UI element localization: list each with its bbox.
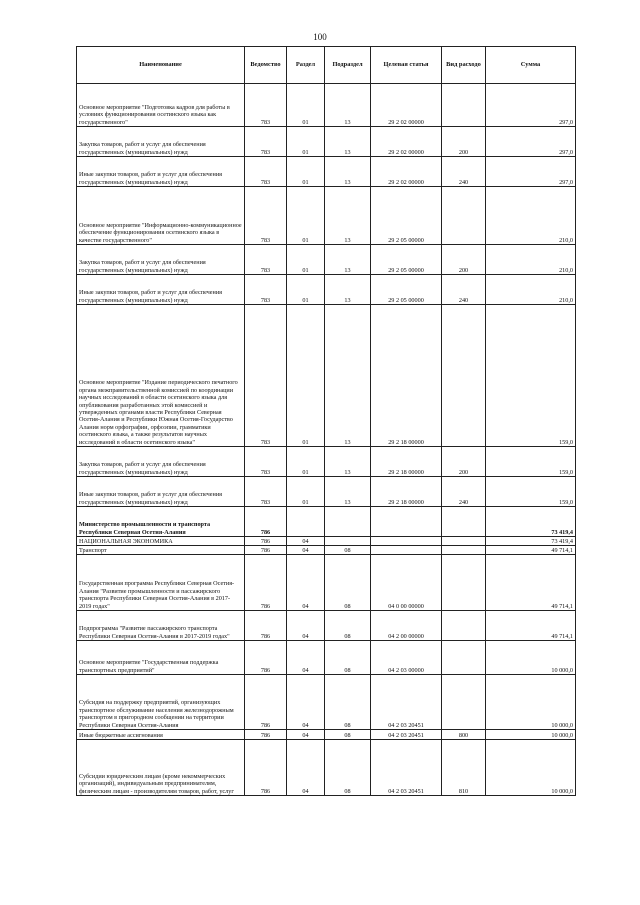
cell-target: 04 2 03 00000 <box>371 641 442 675</box>
cell-section: 01 <box>287 157 325 187</box>
cell-department: 783 <box>245 245 287 275</box>
cell-subsection: 13 <box>325 84 371 127</box>
cell-expense-type: 800 <box>442 730 486 740</box>
page-number: 100 <box>313 32 327 42</box>
cell-target: 04 2 03 20451 <box>371 740 442 796</box>
cell-subsection: 13 <box>325 447 371 477</box>
header-amount: Сумма <box>486 47 576 84</box>
header-name: Наименование <box>77 47 245 84</box>
cell-department: 786 <box>245 537 287 546</box>
cell-target: 29 2 02 00000 <box>371 84 442 127</box>
cell-target: 29 2 18 00000 <box>371 477 442 507</box>
table-row <box>77 127 576 157</box>
cell-section <box>287 507 325 537</box>
cell-amount: 73 419,4 <box>486 537 576 546</box>
cell-expense-type: 200 <box>442 245 486 275</box>
cell-target: 29 2 05 00000 <box>371 187 442 245</box>
cell-subsection: 13 <box>325 157 371 187</box>
table-row <box>77 507 576 537</box>
cell-subsection <box>325 507 371 537</box>
header-target: Целевая статья <box>371 47 442 84</box>
cell-subsection: 13 <box>325 127 371 157</box>
cell-expense-type <box>442 555 486 611</box>
cell-amount: 10 000,0 <box>486 675 576 730</box>
cell-department: 786 <box>245 546 287 555</box>
table-row <box>77 555 576 611</box>
cell-expense-type: 200 <box>442 447 486 477</box>
cell-expense-type <box>442 187 486 245</box>
cell-target: 04 2 00 00000 <box>371 611 442 641</box>
cell-name: Основное мероприятие "Издание периодического печатного органа межправительственной комиссией по координации научных исследований в области осетинского языка для опубликования разработанных этой комиссией и утвержденных органами власти Республики Северная Осетия-Алания и Республики Южная Осетия-Государство Алания норм орфографии, орфоэпии, грамматики осетинского языка, а также результатов научных исследований в области осетинского языка" <box>77 305 245 447</box>
cell-department: 783 <box>245 84 287 127</box>
cell-name: Государственная программа Республики Северная Осетия-Алания "Развитие промышленности и пассажирского транспорта Республики Северная Осетия-Алания в 2017-2019 годах" <box>77 555 245 611</box>
cell-subsection <box>325 537 371 546</box>
cell-section: 04 <box>287 675 325 730</box>
table-row <box>77 730 576 740</box>
table-row <box>77 546 576 555</box>
cell-section: 01 <box>287 127 325 157</box>
cell-section: 04 <box>287 641 325 675</box>
cell-department: 786 <box>245 740 287 796</box>
cell-expense-type: 240 <box>442 477 486 507</box>
cell-target: 29 2 05 00000 <box>371 245 442 275</box>
cell-amount: 159,0 <box>486 305 576 447</box>
table-row <box>77 537 576 546</box>
cell-amount: 297,0 <box>486 157 576 187</box>
cell-department: 786 <box>245 611 287 641</box>
cell-subsection: 13 <box>325 305 371 447</box>
cell-amount: 49 714,1 <box>486 546 576 555</box>
cell-amount: 10 000,0 <box>486 740 576 796</box>
cell-expense-type <box>442 537 486 546</box>
cell-name: Основное мероприятие "Государственная поддержка транспортных предприятий" <box>77 641 245 675</box>
table-row <box>77 477 576 507</box>
cell-expense-type <box>442 305 486 447</box>
cell-department: 786 <box>245 730 287 740</box>
cell-expense-type: 200 <box>442 127 486 157</box>
header-expense-type: Вид расходо <box>442 47 486 84</box>
cell-section: 04 <box>287 546 325 555</box>
cell-department: 783 <box>245 447 287 477</box>
cell-subsection: 08 <box>325 555 371 611</box>
cell-subsection: 13 <box>325 187 371 245</box>
table-header-row <box>77 47 576 84</box>
cell-expense-type: 240 <box>442 157 486 187</box>
cell-department: 783 <box>245 477 287 507</box>
cell-section: 04 <box>287 611 325 641</box>
cell-subsection: 08 <box>325 730 371 740</box>
cell-department: 783 <box>245 187 287 245</box>
cell-expense-type: 810 <box>442 740 486 796</box>
cell-amount: 10 000,0 <box>486 730 576 740</box>
cell-target: 29 2 18 00000 <box>371 447 442 477</box>
cell-target: 29 2 02 00000 <box>371 127 442 157</box>
table-row <box>77 675 576 730</box>
table-row <box>77 611 576 641</box>
cell-subsection: 13 <box>325 275 371 305</box>
cell-subsection: 13 <box>325 477 371 507</box>
cell-subsection: 08 <box>325 675 371 730</box>
cell-section: 04 <box>287 730 325 740</box>
cell-target: 04 0 00 00000 <box>371 555 442 611</box>
budget-table <box>76 46 576 796</box>
cell-name: Закупка товаров, работ и услуг для обеспечения государственных (муниципальных) нужд <box>77 127 245 157</box>
cell-name: Транспорт <box>77 546 245 555</box>
cell-section: 01 <box>287 477 325 507</box>
header-section: Раздел <box>287 47 325 84</box>
cell-amount: 297,0 <box>486 84 576 127</box>
cell-section: 01 <box>287 275 325 305</box>
cell-name: Министерство промышленности и транспорта Республики Северная Осетия-Алания <box>77 507 245 537</box>
cell-amount: 159,0 <box>486 447 576 477</box>
cell-amount: 210,0 <box>486 275 576 305</box>
cell-subsection: 08 <box>325 740 371 796</box>
cell-amount: 10 000,0 <box>486 641 576 675</box>
cell-name: Субсидии юридическим лицам (кроме некоммерческих организаций), индивидуальным предпринимателям, физическим лицам - производителям товаров, работ, услуг <box>77 740 245 796</box>
cell-section: 01 <box>287 447 325 477</box>
cell-expense-type <box>442 507 486 537</box>
cell-amount: 210,0 <box>486 245 576 275</box>
table-row <box>77 157 576 187</box>
cell-name: Основное мероприятие "Информационно-коммуникационное обеспечение функционирования осетинского языка в качестве государственного" <box>77 187 245 245</box>
cell-name: Иные закупки товаров, работ и услуг для обеспечения государственных (муниципальных) нужд <box>77 477 245 507</box>
table-row <box>77 275 576 305</box>
cell-name: Субсидия на поддержку предприятий, организующих транспортное обслуживание населения железнодорожным транспортом в пригородном сообщении на территории Республики Северная Осетия-Алания <box>77 675 245 730</box>
cell-amount: 210,0 <box>486 187 576 245</box>
cell-target: 04 2 03 20451 <box>371 675 442 730</box>
cell-amount: 49 714,1 <box>486 555 576 611</box>
cell-expense-type <box>442 641 486 675</box>
cell-target: 29 2 02 00000 <box>371 157 442 187</box>
cell-name: Основное мероприятие "Подготовка кадров для работы в условиях функционирования осетинского языка как государственного" <box>77 84 245 127</box>
cell-department: 786 <box>245 555 287 611</box>
cell-target <box>371 537 442 546</box>
cell-name: Закупка товаров, работ и услуг для обеспечения государственных (муниципальных) нужд <box>77 245 245 275</box>
cell-section: 01 <box>287 245 325 275</box>
cell-department: 783 <box>245 275 287 305</box>
cell-subsection: 08 <box>325 611 371 641</box>
table-row <box>77 305 576 447</box>
cell-department: 786 <box>245 675 287 730</box>
cell-target: 29 2 05 00000 <box>371 275 442 305</box>
cell-name: Закупка товаров, работ и услуг для обеспечения государственных (муниципальных) нужд <box>77 447 245 477</box>
cell-department: 786 <box>245 507 287 537</box>
table-row <box>77 740 576 796</box>
cell-section: 04 <box>287 537 325 546</box>
cell-subsection: 08 <box>325 546 371 555</box>
cell-section: 01 <box>287 305 325 447</box>
cell-name: Иные бюджетные ассигнования <box>77 730 245 740</box>
cell-target: 29 2 18 00000 <box>371 305 442 447</box>
cell-target <box>371 507 442 537</box>
cell-department: 786 <box>245 641 287 675</box>
cell-section: 01 <box>287 84 325 127</box>
table-row <box>77 245 576 275</box>
cell-department: 783 <box>245 127 287 157</box>
cell-amount: 73 419,4 <box>486 507 576 537</box>
header-department: Ведомство <box>245 47 287 84</box>
cell-department: 783 <box>245 305 287 447</box>
cell-expense-type: 240 <box>442 275 486 305</box>
cell-expense-type <box>442 611 486 641</box>
cell-name: НАЦИОНАЛЬНАЯ ЭКОНОМИКА <box>77 537 245 546</box>
cell-amount: 297,0 <box>486 127 576 157</box>
cell-expense-type <box>442 546 486 555</box>
cell-subsection: 08 <box>325 641 371 675</box>
table-row <box>77 447 576 477</box>
cell-section: 04 <box>287 740 325 796</box>
cell-target <box>371 546 442 555</box>
cell-section: 04 <box>287 555 325 611</box>
cell-name: Иные закупки товаров, работ и услуг для обеспечения государственных (муниципальных) нужд <box>77 275 245 305</box>
table-row <box>77 187 576 245</box>
cell-expense-type <box>442 675 486 730</box>
cell-expense-type <box>442 84 486 127</box>
table-row <box>77 84 576 127</box>
cell-name: Подпрограмма "Развитие пассажирского транспорта Республики Северная Осетия-Алания в 2017-2019 годах" <box>77 611 245 641</box>
cell-section: 01 <box>287 187 325 245</box>
header-subsection: Подраздел <box>325 47 371 84</box>
cell-subsection: 13 <box>325 245 371 275</box>
table-row <box>77 641 576 675</box>
cell-amount: 49 714,1 <box>486 611 576 641</box>
cell-name: Иные закупки товаров, работ и услуг для обеспечения государственных (муниципальных) нужд <box>77 157 245 187</box>
cell-department: 783 <box>245 157 287 187</box>
cell-amount: 159,0 <box>486 477 576 507</box>
cell-target: 04 2 03 20451 <box>371 730 442 740</box>
